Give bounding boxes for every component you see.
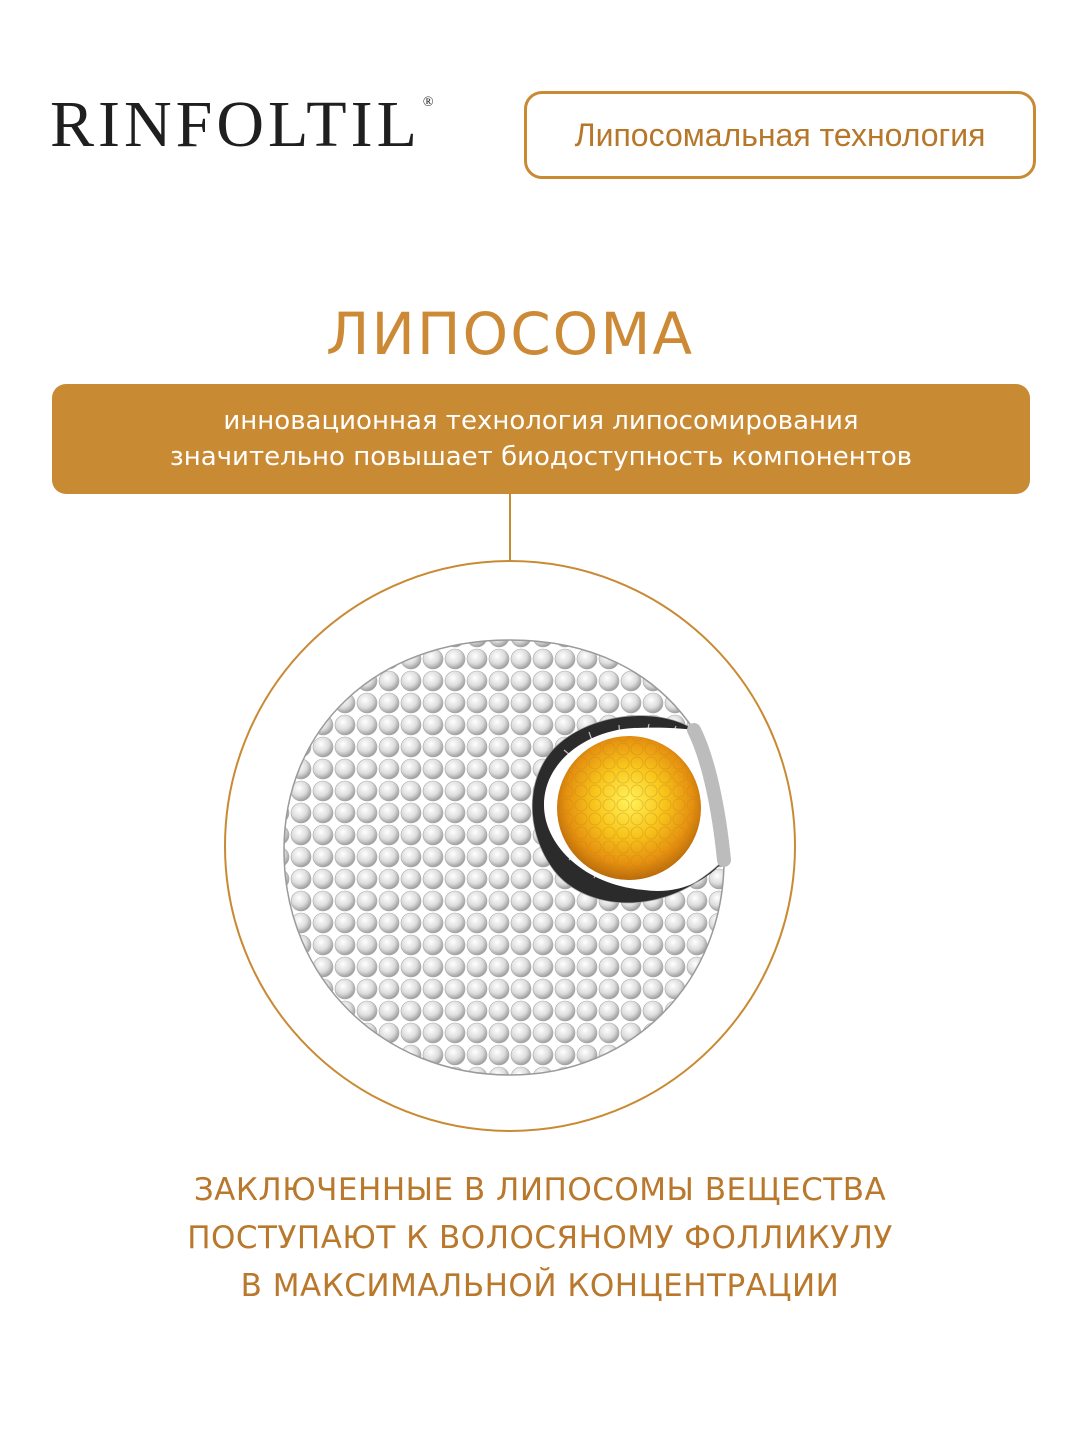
connector-line — [509, 494, 511, 560]
registered-mark: ® — [422, 95, 434, 110]
technology-tag — [524, 91, 1036, 179]
banner-line-2: значительно повышает биодоступность компонентов — [169, 442, 913, 472]
liposome-illustration-icon — [224, 560, 796, 1132]
brand-logo — [50, 88, 434, 161]
bottom-line-1: ЗАКЛЮЧЕННЫЕ В ЛИПОСОМЫ ВЕЩЕСТВА — [193, 1172, 887, 1208]
page-title: ЛИПОСОМА — [325, 300, 695, 368]
bottom-line-2: ПОСТУПАЮТ К ВОЛОСЯНОМУ ФОЛЛИКУЛУ — [187, 1220, 893, 1256]
description-banner — [52, 384, 1030, 494]
banner-line-1: инновационная технология липосомирования — [223, 406, 859, 436]
technology-tag-label: Липосомальная технология — [574, 116, 986, 153]
bottom-line-3: В МАКСИМАЛЬНОЙ КОНЦЕНТРАЦИИ — [240, 1268, 840, 1304]
bottom-description — [0, 1166, 1080, 1310]
brand-name: RINFOLTIL — [50, 88, 421, 161]
